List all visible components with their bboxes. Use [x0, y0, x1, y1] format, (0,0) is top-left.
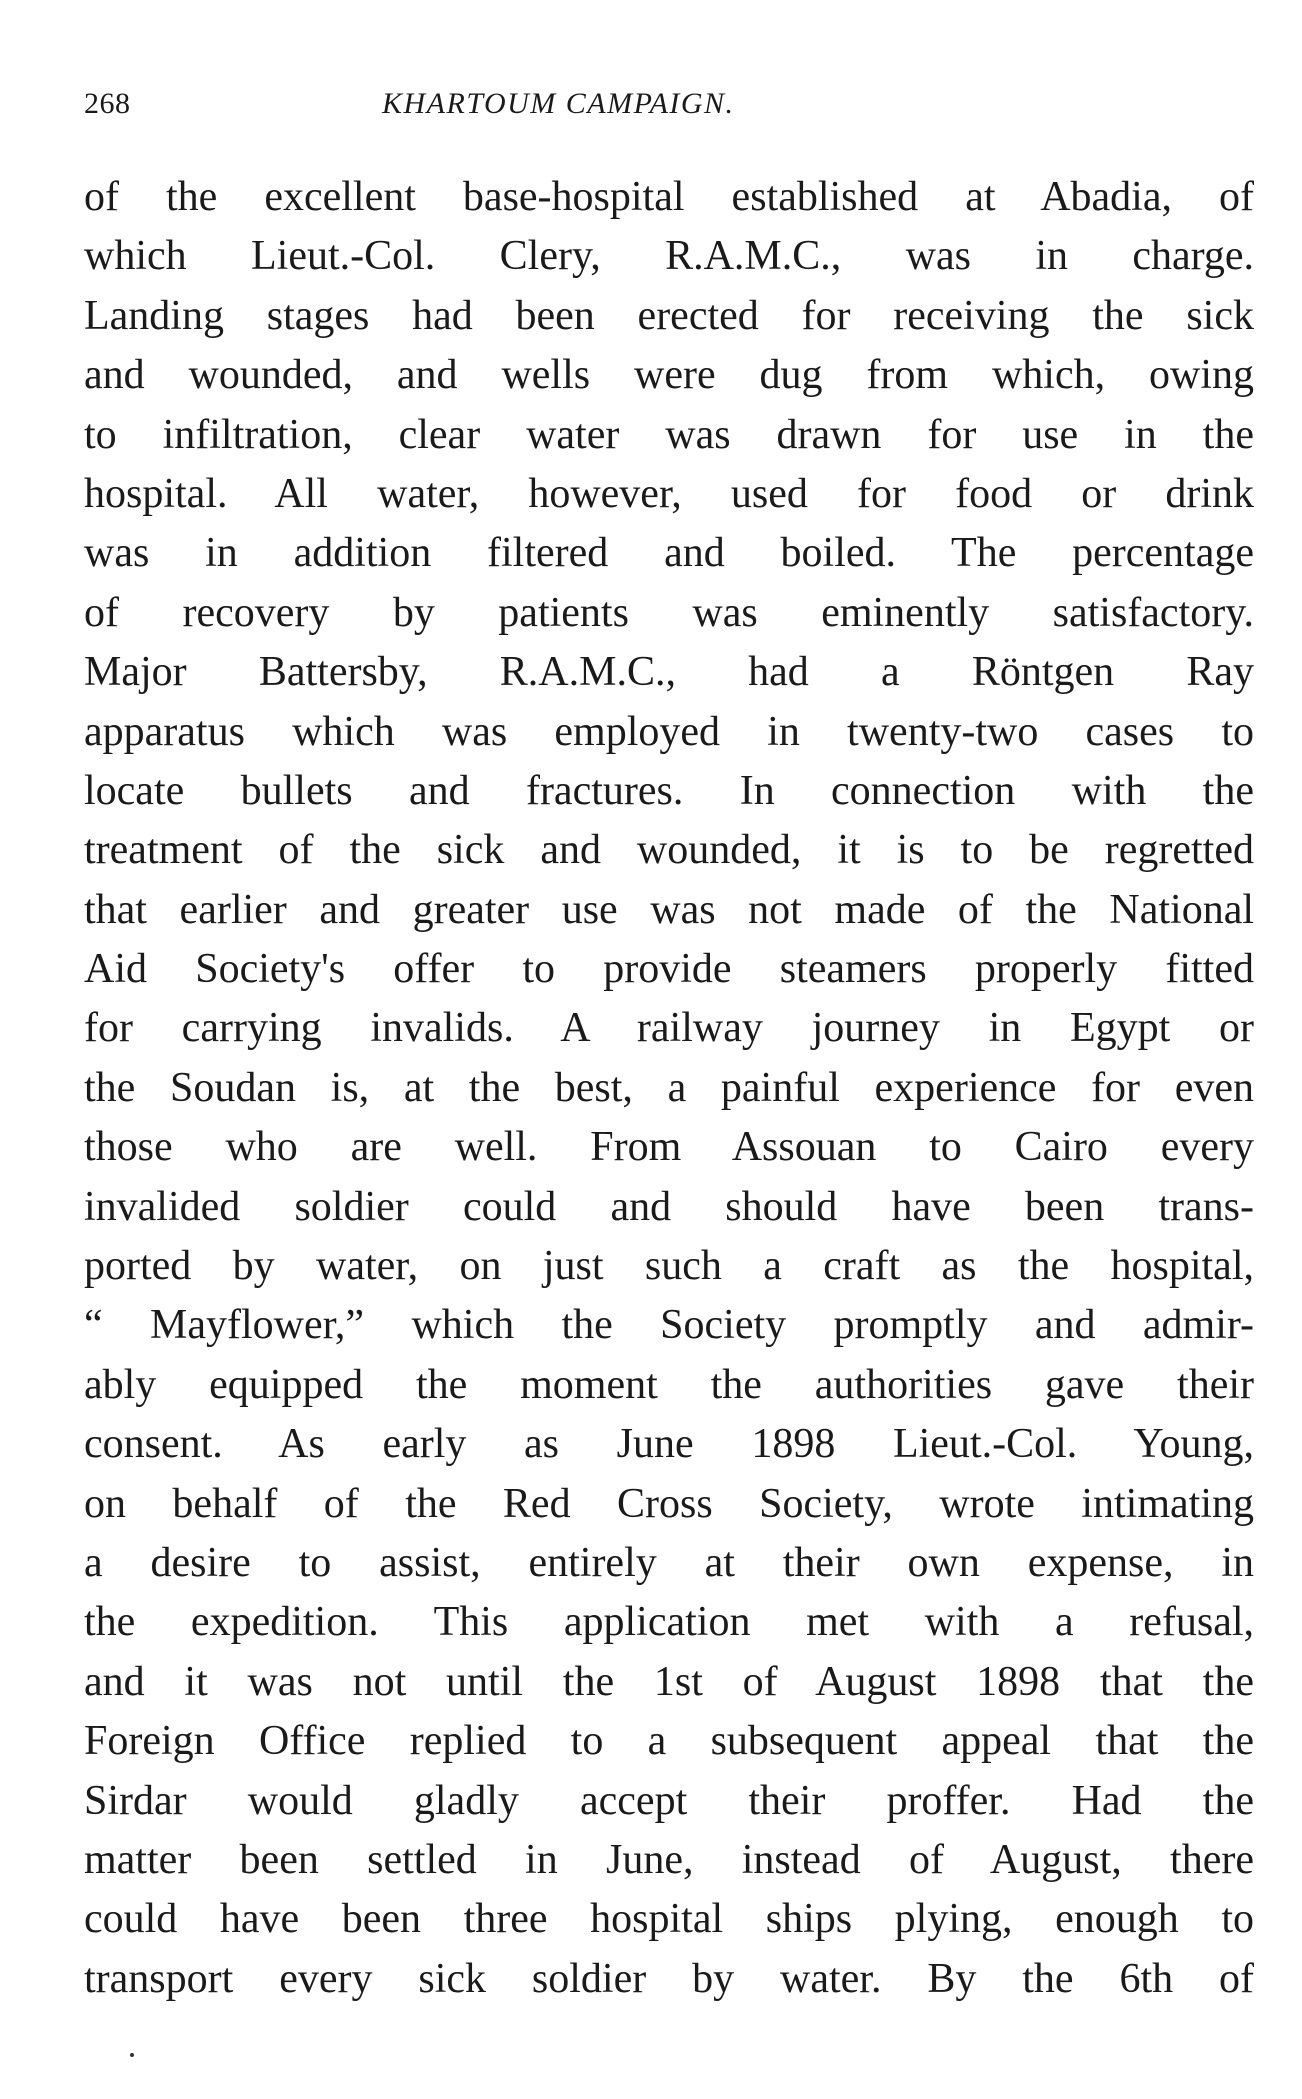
text-line: a desire to assist, entirely at their own expense, in [84, 1539, 1254, 1586]
text-line: ably equipped the moment the authorities gave their [84, 1361, 1254, 1408]
text-line: that earlier and greater use was not made of the National [84, 886, 1254, 933]
text-line: the expedition. This application met with a refusal, [84, 1599, 1254, 1646]
text-line: and it was not until the 1st of August 1898 that the [84, 1658, 1254, 1705]
text-line: which Lieut.-Col. Clery, R.A.M.C., was in charge. [84, 233, 1254, 280]
text-line: to infiltration, clear water was drawn for use in the [84, 411, 1254, 458]
text-line: was in addition filtered and boiled. The percentage [84, 530, 1254, 577]
text-line: invalided soldier could and should have been trans- [84, 1183, 1254, 1230]
text-line: “ Mayflower,” which the Society promptly and admir- [84, 1302, 1254, 1349]
text-line: could have been three hospital ships plying, enough to [84, 1896, 1254, 1943]
running-head [84, 84, 1254, 124]
text-line: treatment of the sick and wounded, it is to be regretted [84, 827, 1254, 874]
text-line: of recovery by patients was eminently satisfactory. [84, 589, 1254, 636]
text-line: matter been settled in June, instead of August, there [84, 1836, 1254, 1883]
text-line: Sirdar would gladly accept their proffer. Had the [84, 1777, 1254, 1824]
text-line: hospital. All water, however, used for food or drink [84, 470, 1254, 517]
text-line: the Soudan is, at the best, a painful experience for even [84, 1064, 1254, 1111]
text-line: apparatus which was employed in twenty-two cases to [84, 708, 1254, 755]
text-line: of the excellent base-hospital established at Abadia, of [84, 174, 1254, 220]
text-line: locate bullets and fractures. In connection with the [84, 767, 1254, 814]
running-title: KHARTOUM CAMPAIGN. [382, 87, 735, 120]
text-line: ported by water, on just such a craft as the hospital, [84, 1243, 1254, 1290]
text-line: Landing stages had been erected for receiving the sick [84, 292, 1254, 339]
text-line: and wounded, and wells were dug from which, owing [84, 352, 1254, 399]
text-line: Major Battersby, R.A.M.C., had a Röntgen Ray [84, 649, 1254, 696]
text-line: for carrying invalids. A railway journey in Egypt or [84, 1005, 1254, 1052]
ink-speck [130, 2053, 134, 2057]
text-line: Aid Society's offer to provide steamers properly fitted [84, 946, 1254, 993]
text-line: Foreign Office replied to a subsequent appeal that the [84, 1718, 1254, 1765]
text-line: transport every sick soldier by water. By the 6th of [84, 1955, 1254, 2002]
body-text [84, 168, 1254, 2009]
page-number: 268 [84, 87, 131, 120]
text-line: consent. As early as June 1898 Lieut.-Col. Young, [84, 1421, 1254, 1468]
text-line: on behalf of the Red Cross Society, wrote intimating [84, 1480, 1254, 1527]
text-line: those who are well. From Assouan to Cairo every [84, 1124, 1254, 1171]
